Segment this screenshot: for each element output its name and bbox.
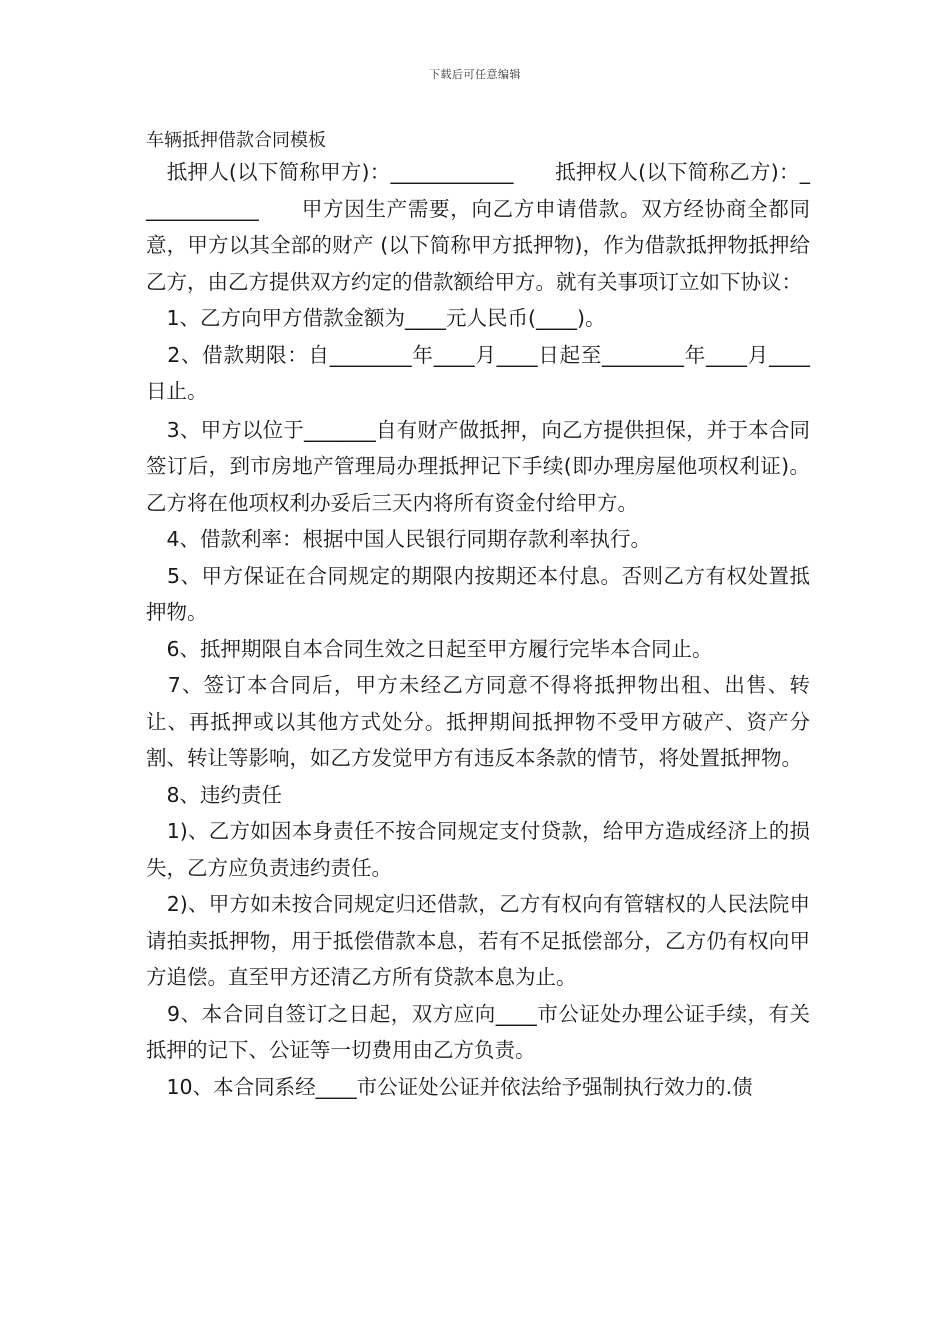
paragraph-clause-2: 2、借款期限：自________年____月____日起至________年____月____日止。 [146, 342, 810, 403]
paragraph-clause-4: 4、借款利率：根据中国人民银行同期存款利率执行。 [146, 527, 652, 551]
paragraph-clause-7: 7、签订本合同后，甲方未经乙方同意不得将抵押物出租、出售、转让、再抵押或以其他方式处分。抵押期间抵押物不受甲方破产、资产分割、转让等影响，如乙方发觉甲方有违反本条款的情节，将处置抵押物。 [146, 673, 810, 770]
document-body [146, 154, 810, 1105]
document-title: 车辆抵押借款合同模板 [146, 130, 326, 151]
paragraph-clause-8: 8、违约责任 [146, 782, 283, 807]
paragraph-clause-9: 9、本合同自签订之日起，双方应向____市公证处办理公证手续，有关抵押的记下、公证等一切费用由乙方负责。 [146, 1001, 810, 1062]
paragraph-clause-10: 10、本合同系经____市公证处公证并依法给予强制执行效力的.债 [146, 1074, 753, 1099]
paragraph-clause-5: 5、甲方保证在合同规定的期限内按期还本付息。否则乙方有权处置抵押物。 [146, 563, 810, 624]
paragraph-clause-8-2: 2)、甲方如未按合同规定归还借款，乙方有权向有管辖权的人民法院申请拍卖抵押物，用于抵偿借款本息，若有不足抵偿部分，乙方仍有权向甲方追偿。直至甲方还清乙方所有贷款本息为止。 [146, 892, 810, 989]
paragraph-clause-8-1: 1)、乙方如因本身责任不按合同规定支付贷款，给甲方造成经济上的损失，乙方应负责违约责任。 [146, 819, 810, 880]
page-header-note: 下载后可任意编辑 [429, 68, 521, 81]
paragraph-intro: 抵押人(以下简称甲方)：____________ 抵押权人(以下简称乙方)：____________ 甲方因生产需要，向乙方申请借款。双方经协商全都同意，甲方以其全部的财产 (以下简称甲方抵押物)，作为借款抵押物抵押给乙方，由乙方提供双方约定的借款额给甲方。就有关事项订立如下协议： [146, 160, 810, 294]
paragraph-clause-6: 6、抵押期限自本合同生效之日起至甲方履行完毕本合同止。 [146, 636, 713, 661]
paragraph-clause-3: 3、甲方以位于_______自有财产做抵押，向乙方提供担保，并于本合同签订后，到市房地产管理局办理抵押记下手续(即办理房屋他项权利证)。乙方将在他项权利办妥后三天内将所有资金付给甲方。 [146, 417, 810, 515]
paragraph-clause-1: 1、乙方向甲方借款金额为____元人民币(____)。 [146, 306, 606, 330]
